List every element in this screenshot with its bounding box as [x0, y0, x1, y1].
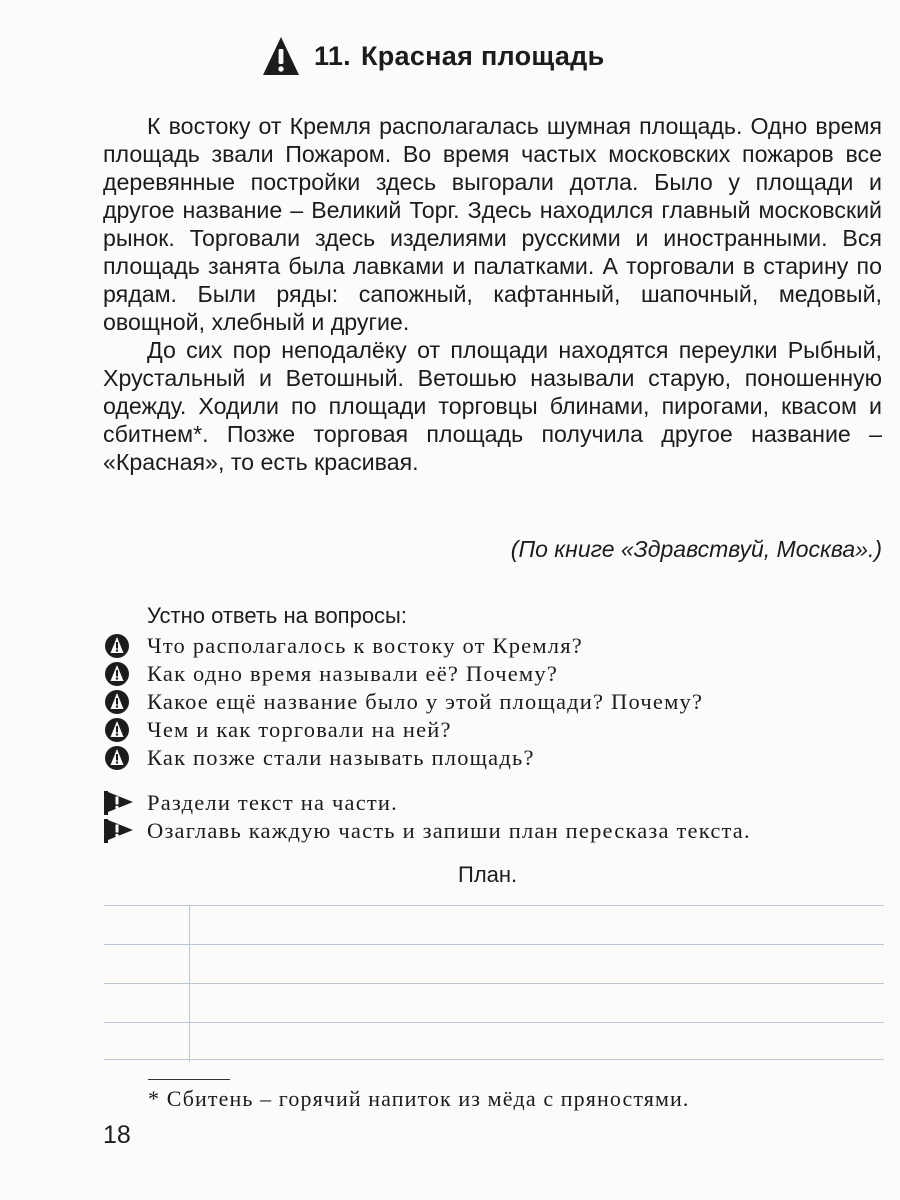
- tasks-list: [104, 789, 894, 845]
- footnote: * Сбитень – горячий напиток из мёда с пряностями.: [148, 1086, 690, 1111]
- story-paragraph: К востоку от Кремля располагалась шумная площадь. Одно время площадь звали Пожаром. Во время частых московских пожаров все деревянные постройки здесь выгорали дотла. Было у площади и другое название – Великий Торг. Здесь находился главный московский рынок. Торговали здесь изделиями русскими и иностранными. Вся площадь занята была лавками и палатками. А торговали в старину по рядам. Были ряды: сапожный, кафтанный, шапочный, медовый, овощной, хлебный и другие.: [103, 113, 882, 335]
- plan-writing-lines[interactable]: [104, 905, 884, 1060]
- story-text: [103, 112, 882, 476]
- questions-heading: Устно ответь на вопросы:: [147, 603, 407, 628]
- plan-title: План.: [458, 862, 518, 887]
- questions-list: [104, 632, 894, 772]
- speech-bubble-exclamation-icon: [104, 633, 130, 659]
- question-text: Как одно время называли её? Почему?: [147, 661, 559, 686]
- speech-bubble-exclamation-icon: [104, 717, 130, 743]
- writing-line: [104, 983, 884, 984]
- story-source: (По книге «Здравствуй, Москва».): [510, 536, 882, 562]
- flag-exclamation-icon: [104, 791, 134, 815]
- question-item: [104, 660, 894, 688]
- task-text: Озаглавь каждую часть и запиши план пересказа текста.: [147, 818, 751, 843]
- lesson-heading: [262, 36, 605, 76]
- flag-exclamation-icon: [104, 819, 134, 843]
- question-item: [104, 744, 894, 772]
- question-item: [104, 632, 894, 660]
- writing-line: [104, 944, 884, 945]
- question-text: Что располагалось к востоку от Кремля?: [147, 633, 583, 658]
- writing-line: [104, 1022, 884, 1023]
- speech-bubble-exclamation-icon: [104, 689, 130, 715]
- footnote-rule: [148, 1079, 230, 1080]
- warning-triangle-icon: [262, 36, 300, 76]
- speech-bubble-exclamation-icon: [104, 661, 130, 687]
- question-text: Какое ещё название было у этой площади? Почему?: [147, 689, 704, 714]
- page-number: 18: [103, 1121, 131, 1149]
- speech-bubble-exclamation-icon: [104, 745, 130, 771]
- question-text: Как позже стали называть площадь?: [147, 745, 535, 770]
- task-item: [104, 817, 894, 845]
- lesson-title: Красная площадь: [360, 40, 605, 71]
- lesson-number: 11.: [314, 40, 351, 71]
- writing-line: [104, 905, 884, 906]
- writing-line: [104, 1059, 884, 1060]
- story-paragraph: До сих пор неподалёку от площади находятся переулки Рыбный, Хрустальный и Ветошный. Ветошью называли старую, поношенную одежду. Ходили по площади торговцы блинами, пирогами, квасом и сбитнем*. Позже торговая площадь получила другое название – «Красная», то есть красивая.: [103, 337, 882, 475]
- question-item: [104, 716, 894, 744]
- margin-line: [189, 905, 190, 1062]
- question-item: [104, 688, 894, 716]
- task-text: Раздели текст на части.: [147, 790, 398, 815]
- question-text: Чем и как торговали на ней?: [147, 717, 452, 742]
- task-item: [104, 789, 894, 817]
